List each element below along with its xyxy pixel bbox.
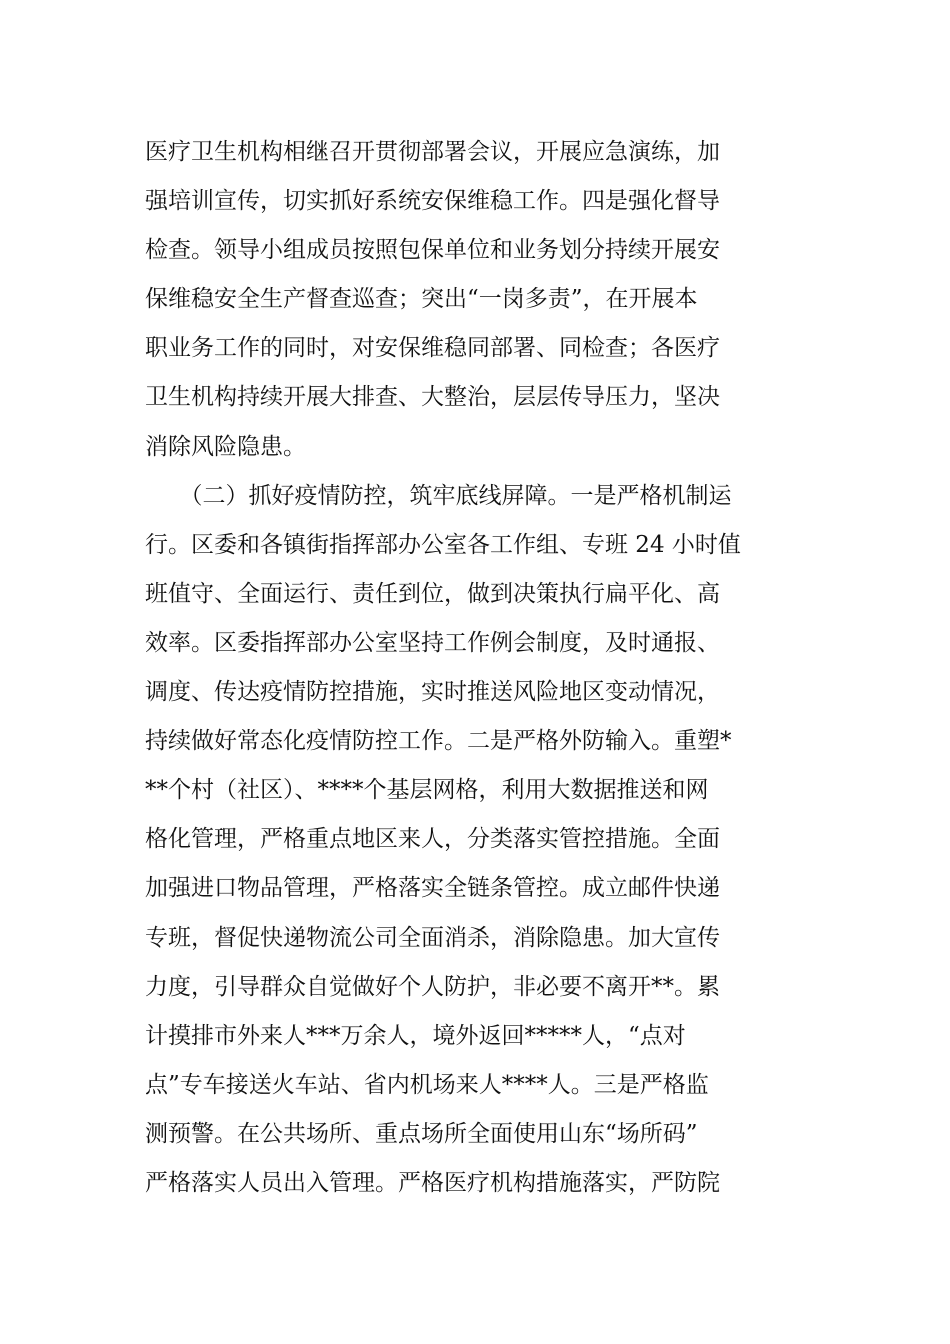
text-line: 测预警。在公共场所、重点场所全面使用山东“场所码” [145,1120,698,1147]
text-line: 医疗卫生机构相继召开贯彻部署会议，开展应急演练，加 [145,139,720,165]
text-line: 效率。区委指挥部办公室坚持工作例会制度，及时通报、 [145,629,720,656]
text-line: 卫生机构持续开展大排查、大整治，层层传导压力，坚决 [145,384,720,411]
text-line: 持续做好常态化疫情防控工作。二是严格外防输入。重塑* [145,728,732,755]
text-line: 格化管理，严格重点地区来人，分类落实管控措施。全面 [145,826,720,853]
text-line: **个村（社区）、****个基层网格，利用大数据推送和网 [145,777,709,804]
text-line: 力度，引导群众自觉做好个人防护，非必要不离开**。累 [145,973,720,1000]
text-line: 消除风险隐患。 [145,433,306,460]
text-line: 保维稳安全生产督查巡查；突出“一岗多责”，在开展本 [145,286,698,313]
text-line: 专班，督促快递物流公司全面消杀，消除隐患。加大宣传 [145,924,720,951]
text-line: 职业务工作的同时，对安保维稳同部署、同检查；各医疗 [145,335,720,362]
text-line: 行。区委和各镇街指挥部办公室各工作组、专班 24 小时值 [145,531,741,558]
text-line: 强培训宣传，切实抓好系统安保维稳工作。四是强化督导 [145,188,720,215]
text-line: 加强进口物品管理，严格落实全链条管控。成立邮件快递 [145,875,720,902]
section-heading-line: （二）抓好疫情防控，筑牢底线屏障。一是严格机制运 [145,482,732,509]
text-line: 计摸排市外来人***万余人，境外返回*****人，“点对 [145,1022,686,1049]
text-line: 调度、传达疫情防控措施，实时推送风险地区变动情况， [145,679,720,706]
text-line: 班值守、全面运行、责任到位，做到决策执行扁平化、高 [145,580,720,607]
text-line: 严格落实人员出入管理。严格医疗机构措施落实，严防院 [145,1169,720,1196]
text-line: 点”专车接送火车站、省内机场来人****人。三是严格监 [145,1071,709,1098]
body-text [145,128,810,1208]
text-line: 检查。领导小组成员按照包保单位和业务划分持续开展安 [145,237,720,264]
